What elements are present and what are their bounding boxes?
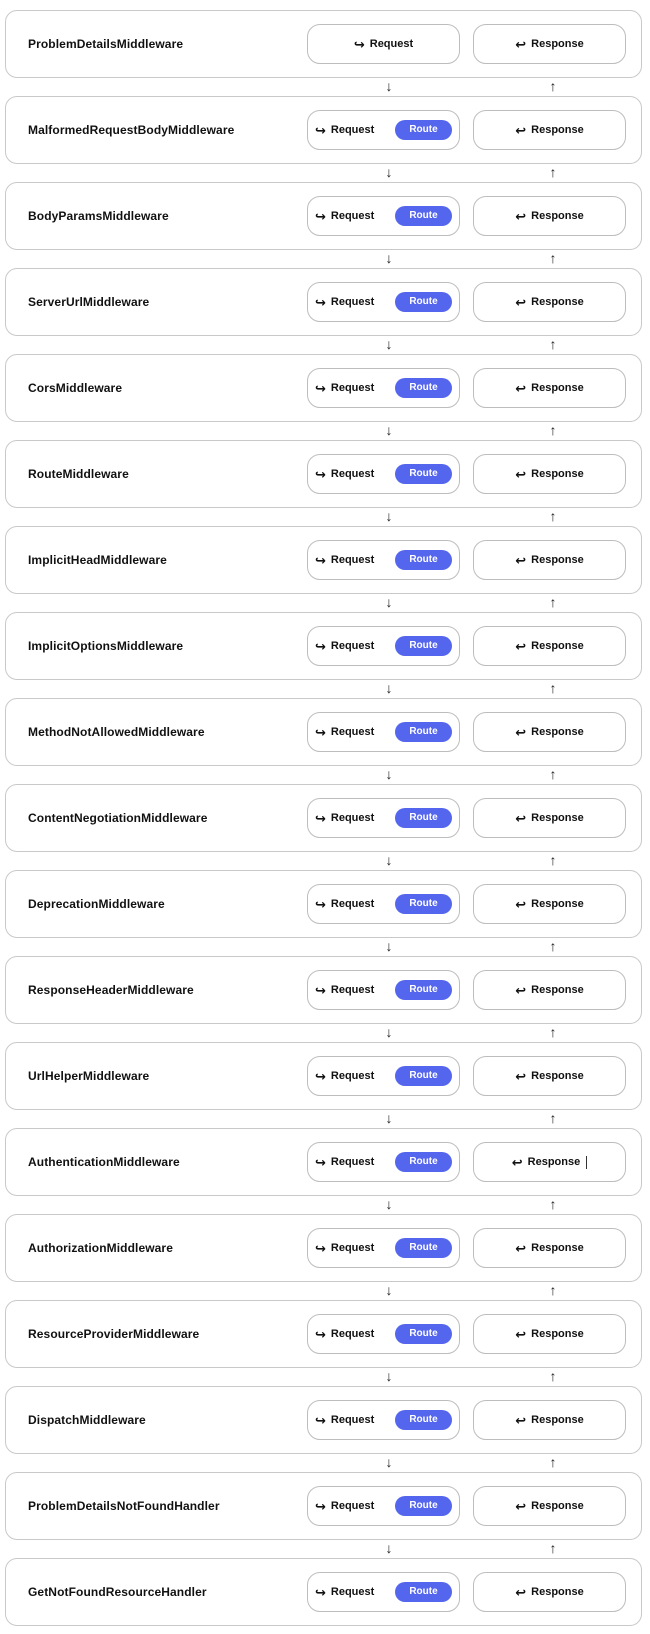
response-label: Response xyxy=(531,1328,584,1340)
request-button[interactable] xyxy=(307,712,460,752)
response-button[interactable] xyxy=(473,798,626,838)
response-arrow-icon: ↩ xyxy=(515,896,527,912)
request-arrow-icon: ↪ xyxy=(315,122,326,138)
response-label: Response xyxy=(531,1070,584,1082)
down-arrow-icon: ↓ xyxy=(385,336,393,352)
down-arrow-icon: ↓ xyxy=(385,680,393,696)
request-button[interactable] xyxy=(307,1572,460,1612)
down-arrow-icon: ↓ xyxy=(385,766,393,782)
request-arrow-icon: ↪ xyxy=(315,466,326,482)
response-arrow-icon: ↩ xyxy=(515,1068,527,1084)
down-arrow-icon: ↓ xyxy=(385,1110,393,1126)
response-label: Response xyxy=(531,468,584,480)
up-arrow-icon: ↑ xyxy=(549,1368,557,1384)
request-button[interactable] xyxy=(307,1400,460,1440)
response-label: Response xyxy=(531,984,584,996)
down-arrow-icon: ↓ xyxy=(385,1368,393,1384)
route-badge[interactable]: Route xyxy=(395,292,452,312)
request-button[interactable] xyxy=(307,110,460,150)
request-arrow-icon: ↪ xyxy=(353,36,365,52)
route-badge[interactable]: Route xyxy=(395,550,452,570)
request-arrow-icon: ↪ xyxy=(315,1498,326,1514)
response-button[interactable] xyxy=(473,1056,626,1096)
request-label: Request xyxy=(330,296,375,308)
response-arrow-icon: ↩ xyxy=(515,294,527,310)
response-label: Response xyxy=(531,554,584,566)
response-content xyxy=(474,1315,625,1353)
request-label: Request xyxy=(330,1070,375,1082)
request-label: Request xyxy=(330,1242,375,1254)
response-content xyxy=(474,455,625,493)
response-content xyxy=(474,111,625,149)
request-arrow-icon: ↪ xyxy=(315,1326,326,1342)
route-badge[interactable]: Route xyxy=(395,894,452,914)
up-arrow-icon: ↑ xyxy=(549,1540,557,1556)
response-label: Response xyxy=(531,898,584,910)
middleware-card xyxy=(5,10,642,78)
request-arrow-icon: ↪ xyxy=(315,1584,326,1600)
up-arrow-icon: ↑ xyxy=(549,680,557,696)
route-badge[interactable]: Route xyxy=(395,464,452,484)
request-label: Request xyxy=(330,812,375,824)
request-content xyxy=(315,799,374,837)
middleware-name: MethodNotAllowedMiddleware xyxy=(28,725,205,739)
response-content xyxy=(474,799,625,837)
response-content xyxy=(474,541,625,579)
route-badge[interactable]: Route xyxy=(395,636,452,656)
middleware-card xyxy=(5,1472,642,1540)
up-arrow-icon: ↑ xyxy=(549,422,557,438)
middleware-name: ImplicitHeadMiddleware xyxy=(28,553,167,567)
response-content xyxy=(474,1229,625,1267)
up-arrow-icon: ↑ xyxy=(549,1110,557,1126)
request-label: Request xyxy=(330,1586,375,1598)
response-label: Response xyxy=(531,382,584,394)
route-badge[interactable]: Route xyxy=(395,722,452,742)
route-badge[interactable]: Route xyxy=(395,1238,452,1258)
request-label: Request xyxy=(330,640,375,652)
response-button[interactable] xyxy=(473,110,626,150)
request-content xyxy=(315,455,374,493)
middleware-name: ResourceProviderMiddleware xyxy=(28,1327,200,1341)
down-arrow-icon: ↓ xyxy=(385,1454,393,1470)
request-arrow-icon: ↪ xyxy=(315,208,326,224)
response-arrow-icon: ↩ xyxy=(515,724,527,740)
request-content xyxy=(315,369,374,407)
request-label: Request xyxy=(369,38,414,50)
middleware-card xyxy=(5,1128,642,1196)
response-button[interactable] xyxy=(473,884,626,924)
up-arrow-icon: ↑ xyxy=(549,78,557,94)
response-arrow-icon: ↩ xyxy=(515,1412,527,1428)
request-button[interactable] xyxy=(307,540,460,580)
up-arrow-icon: ↑ xyxy=(549,1024,557,1040)
response-button[interactable] xyxy=(473,1142,626,1182)
text-cursor xyxy=(586,1156,587,1169)
response-content xyxy=(474,971,625,1009)
request-arrow-icon: ↪ xyxy=(315,380,326,396)
request-content xyxy=(315,713,374,751)
request-arrow-icon: ↪ xyxy=(315,1068,326,1084)
down-arrow-icon: ↓ xyxy=(385,78,393,94)
middleware-card xyxy=(5,268,642,336)
response-content xyxy=(474,627,625,665)
middleware-card xyxy=(5,526,642,594)
request-content xyxy=(315,1229,374,1267)
request-arrow-icon: ↪ xyxy=(315,552,326,568)
request-content xyxy=(315,541,374,579)
down-arrow-icon: ↓ xyxy=(385,1540,393,1556)
down-arrow-icon: ↓ xyxy=(385,1024,393,1040)
request-label: Request xyxy=(330,1328,375,1340)
request-content xyxy=(315,197,374,235)
middleware-name: AuthorizationMiddleware xyxy=(28,1241,173,1255)
middleware-card xyxy=(5,354,642,422)
response-button[interactable] xyxy=(473,1314,626,1354)
route-badge[interactable]: Route xyxy=(395,980,452,1000)
down-arrow-icon: ↓ xyxy=(385,594,393,610)
request-content xyxy=(315,885,374,923)
middleware-name: CorsMiddleware xyxy=(28,381,123,395)
response-content xyxy=(474,283,625,321)
request-label: Request xyxy=(330,898,375,910)
response-arrow-icon: ↩ xyxy=(515,810,527,826)
response-button[interactable] xyxy=(473,626,626,666)
request-button[interactable] xyxy=(307,1142,460,1182)
request-button[interactable] xyxy=(307,196,460,236)
response-label: Response xyxy=(531,812,584,824)
request-content xyxy=(315,971,374,1009)
route-badge[interactable]: Route xyxy=(395,206,452,226)
response-label: Response xyxy=(531,210,584,222)
response-arrow-icon: ↩ xyxy=(515,1498,527,1514)
response-arrow-icon: ↩ xyxy=(515,380,527,396)
request-button[interactable] xyxy=(307,798,460,838)
response-content xyxy=(474,1573,625,1611)
request-button[interactable] xyxy=(307,1486,460,1526)
up-arrow-icon: ↑ xyxy=(549,766,557,782)
middleware-card xyxy=(5,956,642,1024)
route-badge[interactable]: Route xyxy=(395,1410,452,1430)
up-arrow-icon: ↑ xyxy=(549,938,557,954)
request-arrow-icon: ↪ xyxy=(315,724,326,740)
request-content xyxy=(315,1315,374,1353)
response-button[interactable] xyxy=(473,1572,626,1612)
middleware-card xyxy=(5,1214,642,1282)
request-arrow-icon: ↪ xyxy=(315,638,326,654)
route-badge[interactable]: Route xyxy=(395,378,452,398)
request-button[interactable] xyxy=(307,24,460,64)
response-button[interactable] xyxy=(473,540,626,580)
response-button[interactable] xyxy=(473,368,626,408)
middleware-name: ServerUrlMiddleware xyxy=(28,295,150,309)
request-arrow-icon: ↪ xyxy=(315,982,326,998)
response-button[interactable] xyxy=(473,712,626,752)
down-arrow-icon: ↓ xyxy=(385,852,393,868)
request-content xyxy=(315,1057,374,1095)
request-label: Request xyxy=(330,726,375,738)
response-label: Response xyxy=(531,1500,584,1512)
response-label: Response xyxy=(531,726,584,738)
request-button[interactable] xyxy=(307,454,460,494)
response-arrow-icon: ↩ xyxy=(515,466,527,482)
route-badge[interactable]: Route xyxy=(395,120,452,140)
up-arrow-icon: ↑ xyxy=(549,1196,557,1212)
response-content xyxy=(474,197,625,235)
middleware-name: ResponseHeaderMiddleware xyxy=(28,983,194,997)
middleware-name: AuthenticationMiddleware xyxy=(28,1155,180,1169)
request-button[interactable] xyxy=(307,282,460,322)
response-arrow-icon: ↩ xyxy=(515,1240,527,1256)
route-badge[interactable]: Route xyxy=(395,1152,452,1172)
response-label: Response xyxy=(527,1156,581,1168)
request-button[interactable] xyxy=(307,368,460,408)
middleware-name: DeprecationMiddleware xyxy=(28,897,165,911)
up-arrow-icon: ↑ xyxy=(549,164,557,180)
middleware-card xyxy=(5,182,642,250)
response-arrow-icon: ↩ xyxy=(515,982,527,998)
response-button[interactable] xyxy=(473,970,626,1010)
response-button[interactable] xyxy=(473,24,626,64)
response-content xyxy=(474,713,625,751)
middleware-name: ProblemDetailsNotFoundHandler xyxy=(28,1499,220,1513)
request-label: Request xyxy=(330,210,375,222)
request-content xyxy=(315,283,374,321)
request-arrow-icon: ↪ xyxy=(315,1412,326,1428)
response-content xyxy=(474,1143,625,1181)
response-label: Response xyxy=(531,640,584,652)
middleware-card xyxy=(5,1300,642,1368)
up-arrow-icon: ↑ xyxy=(549,1454,557,1470)
up-arrow-icon: ↑ xyxy=(549,1282,557,1298)
request-arrow-icon: ↪ xyxy=(315,896,326,912)
response-label: Response xyxy=(531,1414,584,1426)
middleware-card xyxy=(5,96,642,164)
request-label: Request xyxy=(330,124,375,136)
request-arrow-icon: ↪ xyxy=(315,1154,326,1170)
down-arrow-icon: ↓ xyxy=(385,1196,393,1212)
request-content xyxy=(315,1487,374,1525)
request-arrow-icon: ↪ xyxy=(315,810,326,826)
response-arrow-icon: ↩ xyxy=(515,638,527,654)
request-label: Request xyxy=(330,468,375,480)
middleware-name: GetNotFoundResourceHandler xyxy=(28,1585,207,1599)
response-arrow-icon: ↩ xyxy=(511,1154,523,1170)
request-content xyxy=(315,1401,374,1439)
response-label: Response xyxy=(531,296,584,308)
middleware-card xyxy=(5,440,642,508)
middleware-card xyxy=(5,1558,642,1626)
up-arrow-icon: ↑ xyxy=(549,594,557,610)
response-button[interactable] xyxy=(473,454,626,494)
response-content xyxy=(474,885,625,923)
response-content xyxy=(474,369,625,407)
response-button[interactable] xyxy=(473,282,626,322)
down-arrow-icon: ↓ xyxy=(385,250,393,266)
response-label: Response xyxy=(531,1242,584,1254)
down-arrow-icon: ↓ xyxy=(385,164,393,180)
request-label: Request xyxy=(330,984,375,996)
middleware-name: RouteMiddleware xyxy=(28,467,129,481)
response-label: Response xyxy=(531,1586,584,1598)
response-button[interactable] xyxy=(473,1228,626,1268)
request-content xyxy=(315,111,374,149)
request-label: Request xyxy=(330,1156,375,1168)
request-arrow-icon: ↪ xyxy=(315,1240,326,1256)
request-content xyxy=(308,25,459,63)
middleware-card xyxy=(5,698,642,766)
request-label: Request xyxy=(330,1414,375,1426)
response-label: Response xyxy=(531,38,584,50)
down-arrow-icon: ↓ xyxy=(385,938,393,954)
middleware-name: BodyParamsMiddleware xyxy=(28,209,169,223)
response-button[interactable] xyxy=(473,1400,626,1440)
request-label: Request xyxy=(330,1500,375,1512)
response-arrow-icon: ↩ xyxy=(515,1584,527,1600)
response-arrow-icon: ↩ xyxy=(515,208,527,224)
request-content xyxy=(315,1573,374,1611)
request-content xyxy=(315,627,374,665)
request-button[interactable] xyxy=(307,1056,460,1096)
route-badge[interactable]: Route xyxy=(395,1582,452,1602)
middleware-card xyxy=(5,784,642,852)
middleware-card xyxy=(5,1386,642,1454)
response-button[interactable] xyxy=(473,196,626,236)
response-arrow-icon: ↩ xyxy=(515,1326,527,1342)
request-button[interactable] xyxy=(307,884,460,924)
response-content xyxy=(474,25,625,63)
middleware-name: UrlHelperMiddleware xyxy=(28,1069,150,1083)
response-content xyxy=(474,1401,625,1439)
request-button[interactable] xyxy=(307,1228,460,1268)
down-arrow-icon: ↓ xyxy=(385,508,393,524)
response-button[interactable] xyxy=(473,1486,626,1526)
up-arrow-icon: ↑ xyxy=(549,250,557,266)
response-arrow-icon: ↩ xyxy=(515,36,527,52)
route-badge[interactable]: Route xyxy=(395,1066,452,1086)
middleware-card xyxy=(5,870,642,938)
middleware-name: ProblemDetailsMiddleware xyxy=(28,37,184,51)
middleware-card xyxy=(5,1042,642,1110)
request-button[interactable] xyxy=(307,626,460,666)
request-label: Request xyxy=(330,382,375,394)
middleware-name: MalformedRequestBodyMiddleware xyxy=(28,123,235,137)
route-badge[interactable]: Route xyxy=(395,808,452,828)
response-arrow-icon: ↩ xyxy=(515,122,527,138)
request-arrow-icon: ↪ xyxy=(315,294,326,310)
request-button[interactable] xyxy=(307,1314,460,1354)
down-arrow-icon: ↓ xyxy=(385,1282,393,1298)
up-arrow-icon: ↑ xyxy=(549,336,557,352)
response-content xyxy=(474,1487,625,1525)
response-arrow-icon: ↩ xyxy=(515,552,527,568)
request-label: Request xyxy=(330,554,375,566)
response-content xyxy=(474,1057,625,1095)
request-content xyxy=(315,1143,374,1181)
middleware-name: DispatchMiddleware xyxy=(28,1413,146,1427)
up-arrow-icon: ↑ xyxy=(549,508,557,524)
middleware-name: ContentNegotiationMiddleware xyxy=(28,811,208,825)
request-button[interactable] xyxy=(307,970,460,1010)
middleware-card xyxy=(5,612,642,680)
middleware-name: ImplicitOptionsMiddleware xyxy=(28,639,184,653)
down-arrow-icon: ↓ xyxy=(385,422,393,438)
up-arrow-icon: ↑ xyxy=(549,852,557,868)
route-badge[interactable]: Route xyxy=(395,1496,452,1516)
route-badge[interactable]: Route xyxy=(395,1324,452,1344)
response-label: Response xyxy=(531,124,584,136)
